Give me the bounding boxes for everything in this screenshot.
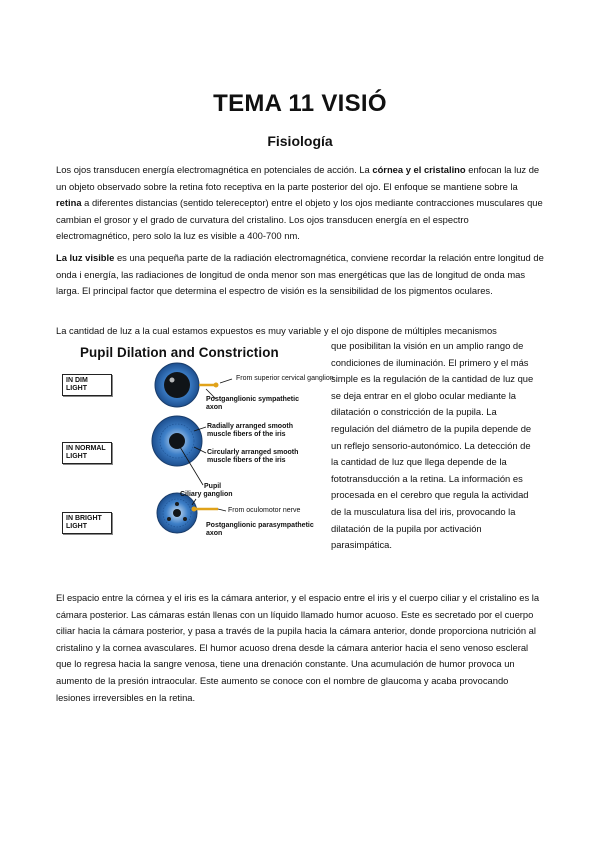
paragraph-text: enfocan la luz de un objeto observado sobre la retina foto receptiva en la parte posterior del ojo. El enfoque se mantiene sobre la [56,164,540,192]
section-subtitle: Fisiología [267,133,333,149]
paragraph-pupil-regulation: que posibilitan la visión en un amplio rango de condiciones de iluminación. El primero y el más simple es la regulación de la cantidad de luz que se deja entrar en el globo ocular mediante la dilatación o constricción de la pupila. La regulación del diámetro de la pupila depende de un reflejo sensorio-autonómico. La detección de la cantidad de luz que llega depende de la fototransducción a la retina. La información es procesada en el cerebro que regula la actividad de la musculatura lisa del iris, provocando la dilatación de la pupila por activación parasimpática. [331,340,534,551]
page-title: TEMA 11 VISIÓ [213,90,387,117]
paragraph-eye-transduction [56,162,544,245]
paragraph-visible-light [56,250,544,300]
normal-light-box: IN NORMAL LIGHT [62,442,112,464]
paragraph-text: Los ojos transducen energía electromagnética en potenciales de acción. La [56,164,373,175]
label-oculomotor-nerve: From oculomotor nerve [228,507,301,514]
figure-title: Pupil Dilation and Constriction [80,345,279,360]
label-postganglionic-sympathetic: Postganglionic sympathetic axon [206,396,299,411]
label-circular-muscle: Circularly arranged smooth muscle fibers of the iris [207,449,299,464]
bold-term-luz-visible: La luz visible [56,252,115,263]
paragraph-light-quantity: La cantidad de luz a la cual estamos expuestos es muy variable y el ojo dispone de múltiples mecanismos [56,325,497,336]
label-radial-muscle: Radially arranged smooth muscle fibers of the iris [207,423,293,438]
paragraph-text: a diferentes distancias (sentido telereceptor) entre el objeto y los ojos mediante contracciones musculares que cambian el grosor y el grado de curvatura del cristalino. Los ojos transducen energía en el espectro electromagnético, pero solo la luz es visible a 400-700 nm. [56,197,543,242]
dim-light-box: IN DIM LIGHT [62,374,112,396]
eye-normal-light [152,416,206,485]
label-postganglionic-parasympathetic: Postganglionic parasympathetic axon [206,522,314,537]
bold-term-cornea-cristalino: córnea y el cristalino [372,164,466,175]
label-pupil: Pupil [204,483,222,490]
bold-term-retina: retina [56,197,82,209]
pupil-dilation-figure [56,343,334,537]
paragraph-aqueous-humor: El espacio entre la córnea y el iris es la cámara anterior, y el espacio entre el iris y el cuerpo ciliar y el cristalino es la cámara posterior. Las cámaras están llenas con un líquido llamado humor acuoso. Este es secretado por el cuerpo ciliar hacia la cámara posterior, y pasa a través de la pupila hacia la cámara anterior, donde proporciona nutrición al cristalino y la cornea avasculares. El humor acuoso drena desde la cámara anterior hacia el seno venoso escleral que lo regresa hacia la sangre venosa, tiene una drenación constante. Una acumulación de humor provoca un aumento de la presión intraocular. Este aumento se conoce con el nombre de glaucoma y acaba provocando lesiones irreversibles en la retina. [56,592,540,703]
label-superior-cervical-ganglion: From superior cervical ganglion [236,375,334,382]
paragraph-text: es una pequeña parte de la radiación electromagnética, conviene recordar la relación entre longitud de onda i energía, las radiaciones de longitud de onda menor son mas energéticas que las de longitud de onda mas larga. El principal factor que determina el espectro de visión es la sensibilidad de los pigmentos oculares. [56,252,544,297]
label-ciliary-ganglion: Ciliary ganglion [180,491,233,498]
bright-light-box: IN BRIGHT LIGHT [62,512,112,534]
